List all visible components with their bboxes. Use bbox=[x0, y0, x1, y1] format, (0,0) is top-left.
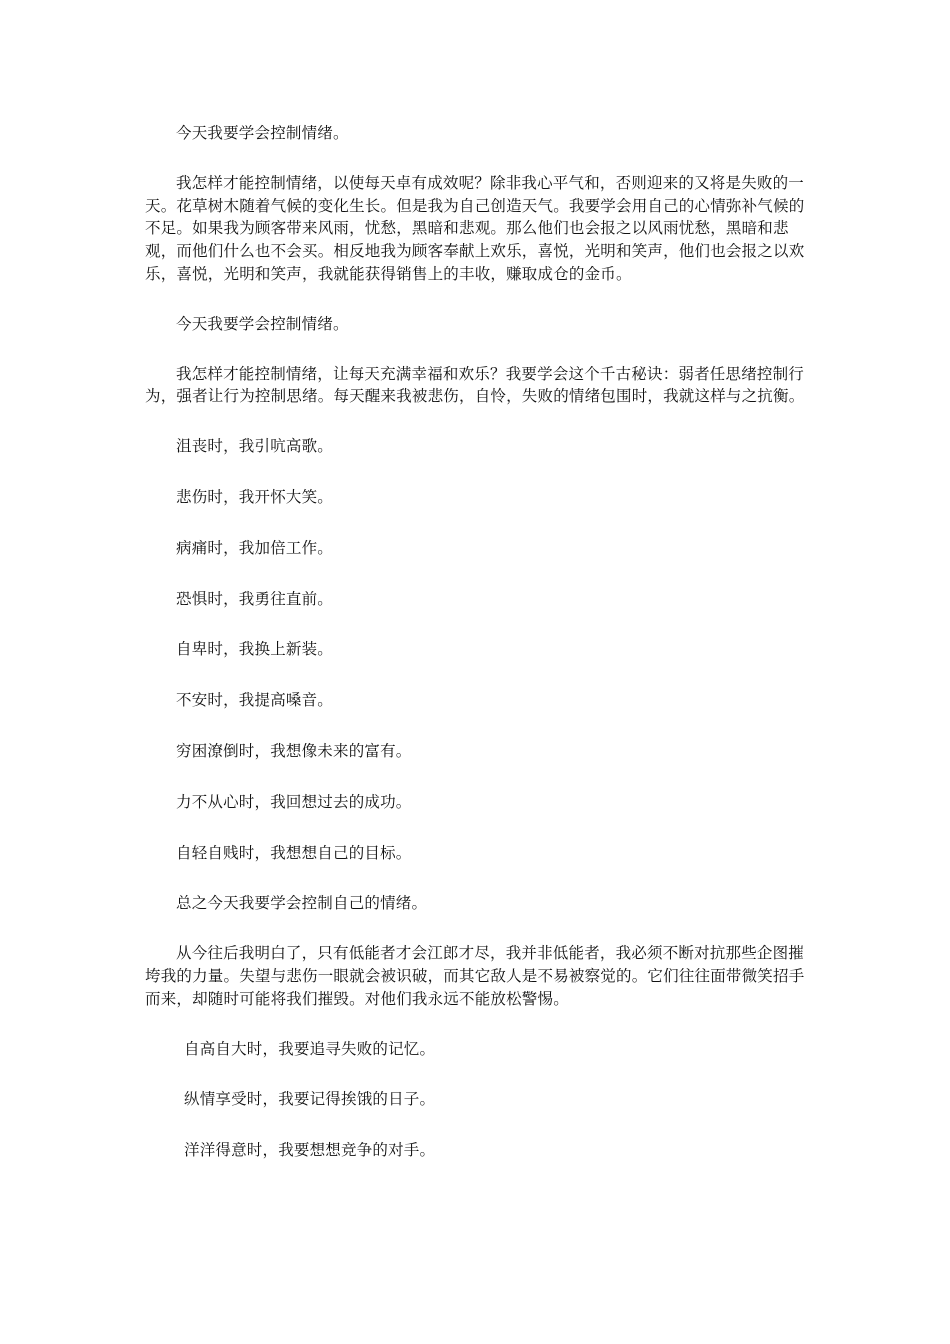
paragraph-line-6: 不安时，我提高嗓音。 bbox=[176, 691, 334, 710]
paragraph-line-9: 自轻自贱时，我想想自己的目标。 bbox=[176, 843, 412, 862]
paragraph-line-2: 悲伤时，我开怀大笑。 bbox=[176, 487, 334, 506]
paragraph-line-1: 沮丧时，我引吭高歌。 bbox=[176, 437, 334, 456]
paragraph-line-7: 穷困潦倒时，我想像未来的富有。 bbox=[176, 741, 412, 760]
paragraph-heading-2: 今天我要学会控制情绪。 bbox=[176, 314, 349, 333]
paragraph-1: 我怎样才能控制情绪，以使每天卓有成效呢？除非我心平气和，否则迎来的又将是失败的一天。花草树木随着气候的变化生长。但是我为自己创造天气。我要学会用自己的心情弥补气候的不足。如果我为顾客带来风雨，忧愁，黑暗和悲观。那么他们也会报之以风雨忧愁，黑暗和悲观，而他们什么也不会买。相反地我为顾客奉献上欢乐，喜悦，光明和笑声，他们也会报之以欢乐，喜悦，光明和笑声，我就能获得销售上的丰收，赚取成仓的金币。 bbox=[145, 173, 805, 283]
paragraph-line-8: 力不从心时，我回想过去的成功。 bbox=[176, 792, 412, 811]
paragraph-line-3: 病痛时，我加倍工作。 bbox=[176, 538, 334, 557]
paragraph-2: 我怎样才能控制情绪，让每天充满幸福和欢乐？我要学会这个千古秘诀：弱者任思绪控制行为，强者让行为控制思绪。每天醒来我被悲伤，自怜，失败的情绪包围时，我就这样与之抗衡。 bbox=[145, 364, 805, 406]
paragraph-line-11: 纵情享受时，我要记得挨饿的日子。 bbox=[184, 1090, 436, 1109]
paragraph-line-5: 自卑时，我换上新装。 bbox=[176, 640, 334, 659]
document-body bbox=[145, 122, 810, 1162]
paragraph-heading-1: 今天我要学会控制情绪。 bbox=[176, 124, 349, 142]
paragraph-line-4: 恐惧时，我勇往直前。 bbox=[176, 589, 334, 608]
paragraph-line-10: 自高自大时，我要追寻失败的记忆。 bbox=[184, 1039, 436, 1058]
paragraph-line-12: 洋洋得意时，我要想想竞争的对手。 bbox=[184, 1141, 436, 1160]
paragraph-3: 从今往后我明白了，只有低能者才会江郎才尽，我并非低能者，我必须不断对抗那些企图摧垮我的力量。失望与悲伤一眼就会被识破，而其它敌人是不易被察觉的。它们往往面带微笑招手而来，却随时可能将我们摧毁。对他们我永远不能放松警惕。 bbox=[145, 944, 805, 1008]
paragraph-summary: 总之今天我要学会控制自己的情绪。 bbox=[176, 894, 428, 913]
